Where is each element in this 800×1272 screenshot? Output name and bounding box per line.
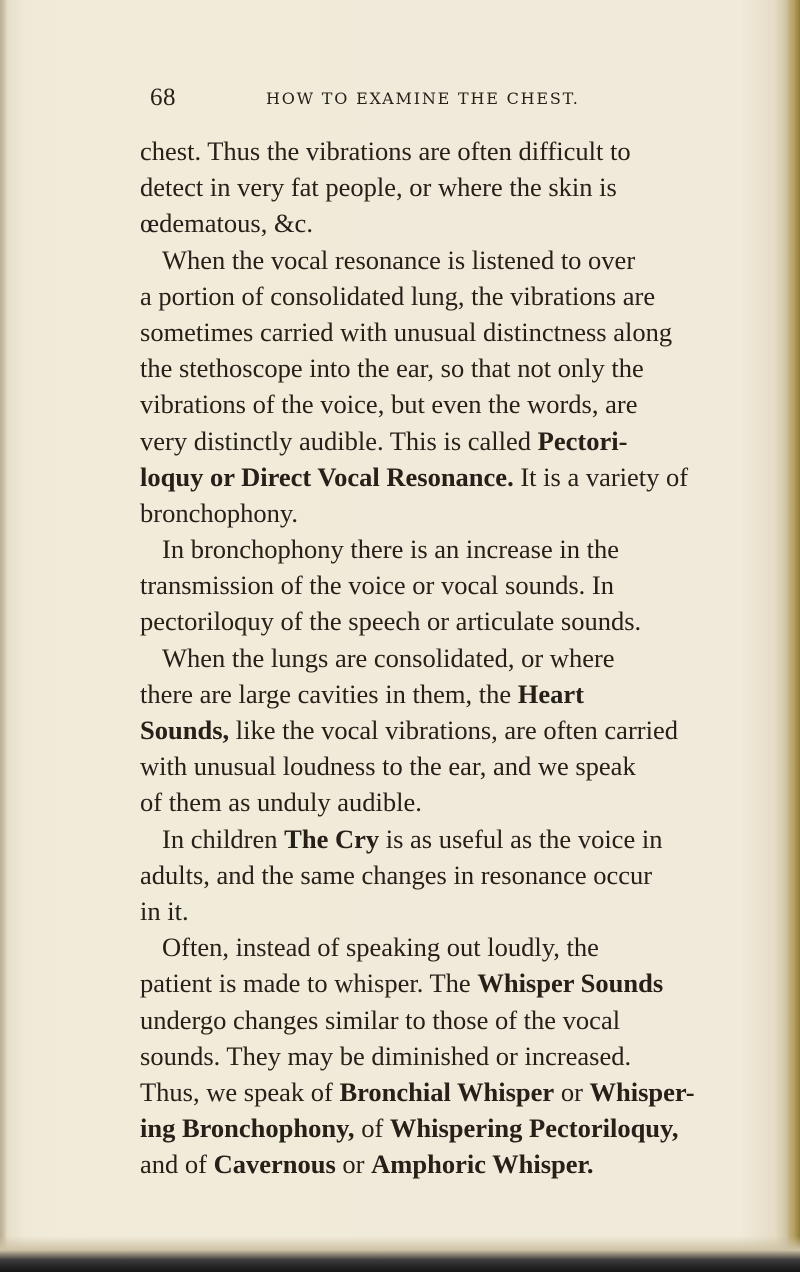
text-run: like the vocal vibrations, are often carried: [229, 715, 678, 745]
text-line: [140, 314, 770, 350]
text-run: sounds. They may be diminished or increased.: [140, 1040, 632, 1071]
text-line: [140, 242, 770, 278]
text-line: [140, 495, 770, 531]
text-run: When the lungs are consolidated, or where: [162, 642, 615, 673]
text-run: When the vocal resonance is listened to over: [162, 244, 636, 275]
bold-term: loquy or Direct Vocal Resonance.: [140, 461, 514, 492]
text-run: sometimes carried with unusual distinctness along: [140, 316, 673, 347]
text-line: [140, 893, 770, 929]
text-run: transmission of the voice or vocal sounds. In: [140, 570, 614, 601]
text-run: of: [354, 1113, 390, 1144]
page-number: 68: [150, 84, 176, 111]
text-line: [140, 350, 770, 386]
bold-term: Sounds,: [140, 715, 230, 745]
text-line: [140, 1038, 770, 1074]
text-run: Often, instead of speaking out loudly, the: [162, 932, 599, 963]
text-run: adults, and the same changes in resonance occur: [140, 859, 653, 890]
text-run: the stethoscope into the ear, so that not only the: [140, 353, 644, 384]
text-run: detect in very fat people, or where the skin is: [140, 172, 617, 203]
bold-term: ing Bronchophony,: [140, 1113, 355, 1144]
bold-term: Amphoric Whisper.: [371, 1149, 594, 1180]
page-edge-shadow: [786, 0, 800, 1272]
text-line: [140, 1002, 770, 1038]
text-line: [140, 603, 770, 639]
text-run: a portion of consolidated lung, the vibrations are: [140, 280, 656, 311]
text-run: very distinctly audible. This is called: [140, 425, 538, 456]
text-run: pectoriloquy of the speech or articulate sounds.: [140, 606, 642, 637]
text-line: [140, 386, 770, 422]
bold-term: Whisper-: [589, 1076, 695, 1107]
running-title: HOW TO EXAMINE THE CHEST.: [266, 89, 580, 108]
text-line: [140, 1146, 770, 1182]
text-line: [140, 784, 770, 820]
text-line: [140, 857, 770, 893]
bold-term: Heart: [517, 678, 584, 709]
text-run: in it.: [140, 895, 189, 926]
text-run: or: [554, 1076, 590, 1107]
text-line: [140, 169, 770, 205]
text-run: In bronchophony there is an increase in the: [162, 534, 619, 565]
text-run: with unusual loudness to the ear, and we speak: [140, 751, 636, 782]
text-run: and of: [140, 1149, 214, 1180]
text-run: vibrations of the voice, but even the words, are: [140, 389, 638, 420]
text-line: [140, 278, 770, 314]
page-bottom-edge: [0, 1236, 800, 1272]
text-run: chest. Thus the vibrations are often difficult to: [140, 136, 631, 166]
text-line: [140, 676, 770, 712]
text-line: [140, 205, 770, 241]
text-line: [140, 929, 770, 965]
bold-term: Pectori-: [537, 425, 628, 456]
bold-term: Whispering Pectoriloquy,: [389, 1113, 679, 1144]
text-line: [140, 1110, 770, 1146]
text-run: or: [335, 1149, 372, 1180]
text-line: [140, 640, 770, 676]
text-run: patient is made to whisper. The: [140, 968, 478, 999]
text-line: [140, 1074, 770, 1110]
text-line: [140, 821, 770, 857]
text-run: In children: [162, 823, 285, 854]
text-line: [140, 459, 770, 495]
bold-term: Cavernous: [213, 1149, 336, 1180]
bold-term: The Cry: [284, 823, 380, 854]
text-line: [140, 748, 770, 784]
page-gutter-shadow: [0, 0, 6, 1272]
text-run: Thus, we speak of: [140, 1076, 340, 1107]
text-line: [140, 567, 770, 603]
text-run: is as useful as the voice in: [379, 823, 663, 854]
text-run: It is a variety of: [513, 461, 689, 492]
text-line: [140, 531, 770, 567]
text-line: [140, 712, 770, 748]
text-run: bronchophony.: [140, 497, 298, 528]
page-header: [150, 84, 750, 114]
text-line: [140, 965, 770, 1001]
text-run: of them as unduly audible.: [140, 787, 422, 818]
bold-term: Whisper Sounds: [477, 968, 664, 999]
bold-term: Bronchial Whisper: [339, 1076, 555, 1107]
text-run: undergo changes similar to those of the vocal: [140, 1004, 621, 1035]
text-run: there are large cavities in them, the: [140, 678, 518, 709]
text-run: œdematous, &c.: [140, 208, 313, 239]
text-line: [140, 423, 770, 459]
body-text: [140, 133, 770, 1182]
text-line: [140, 133, 770, 169]
